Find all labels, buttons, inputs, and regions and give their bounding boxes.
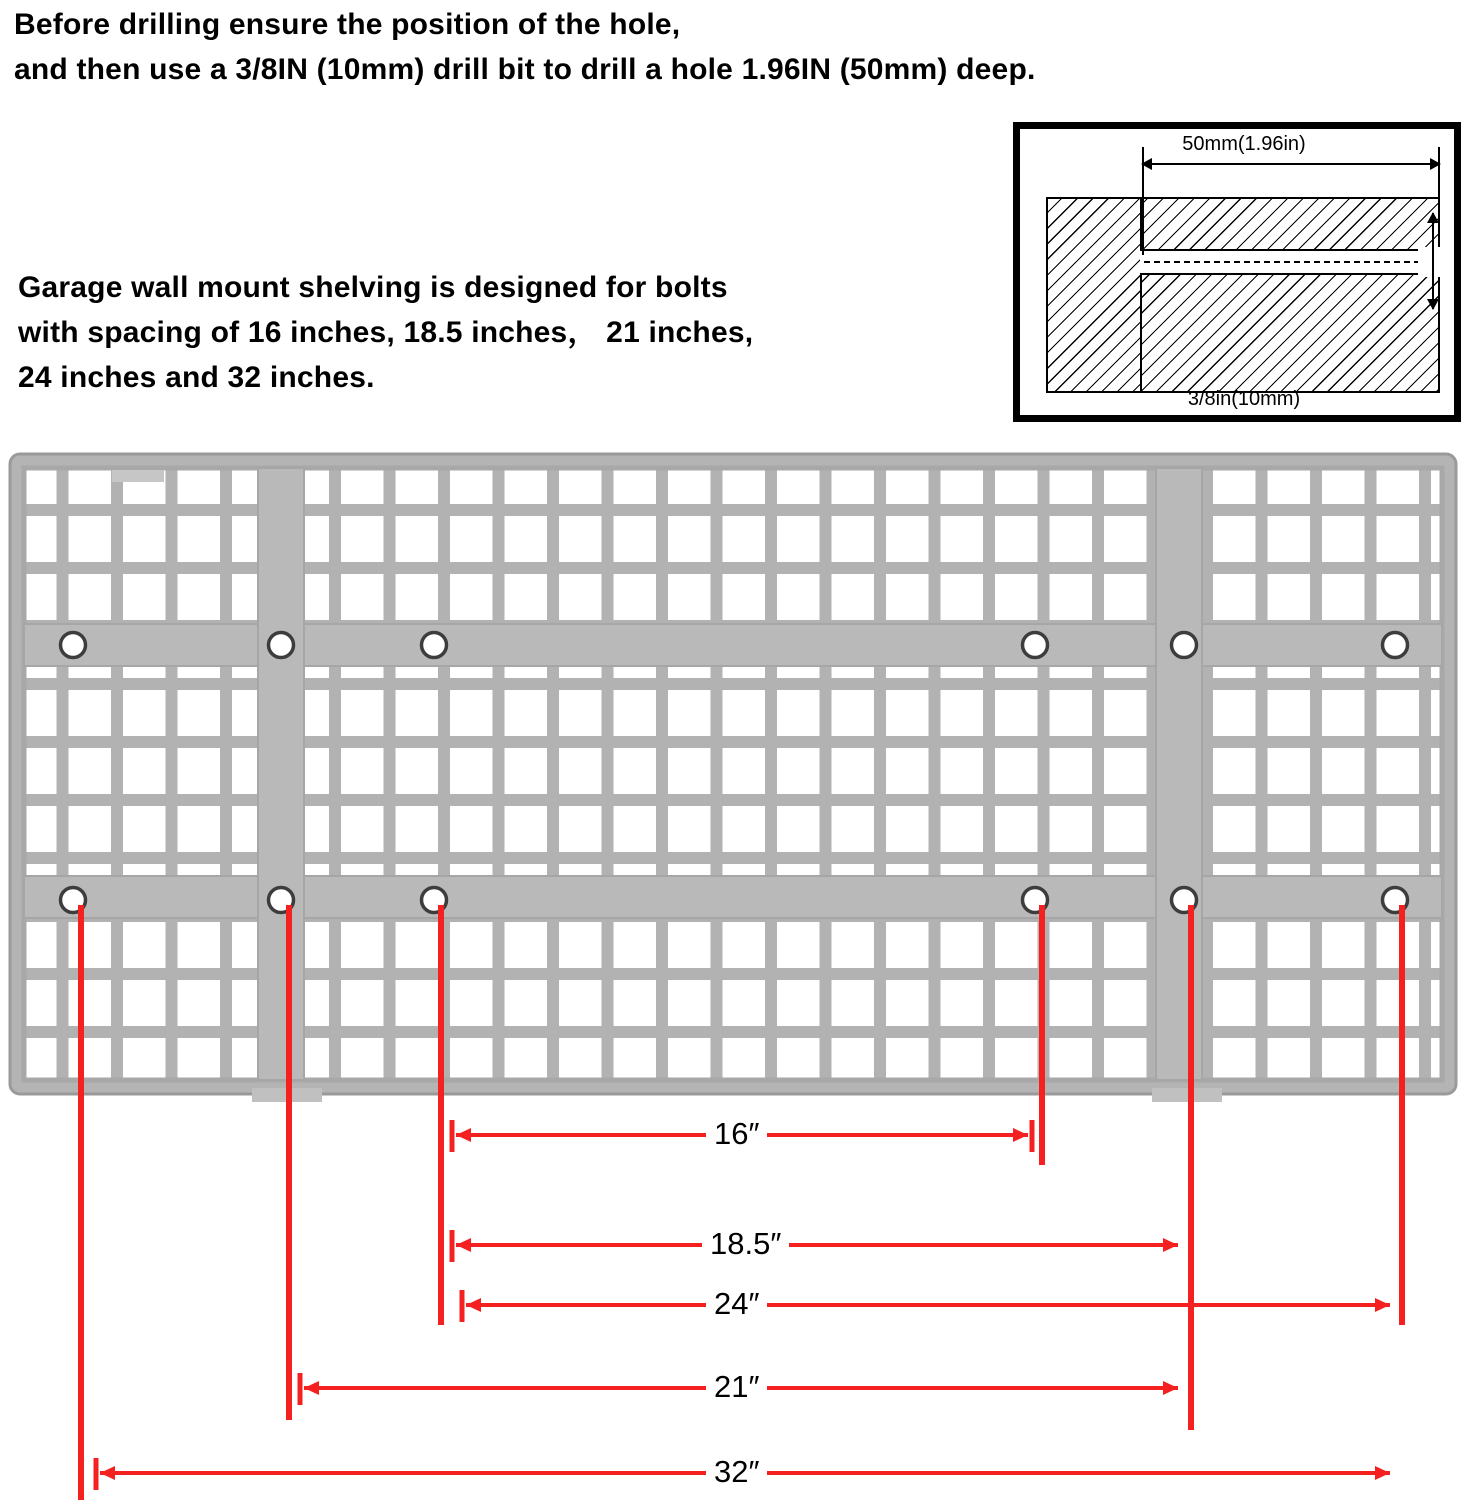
dimension-label-24: 24″	[706, 1286, 767, 1322]
diameter-dimension-arrow	[1432, 213, 1434, 309]
instruction-drilling	[14, 2, 1036, 92]
diameter-dimension-label: 3/8in(10mm)	[1187, 388, 1301, 410]
dimension-label-21: 21″	[706, 1369, 767, 1405]
shelf-panel-illustration	[8, 452, 1458, 1102]
dimension-label-32: 32″	[706, 1454, 767, 1490]
instruction-spacing-line-1: Garage wall mount shelving is designed for bolts	[18, 271, 728, 304]
wall-section-hatch-left	[1046, 197, 1152, 393]
instruction-spacing-line-2: with spacing of 16 inches, 18.5 inches， 21 inches,	[18, 316, 754, 349]
depth-dimension-label: 50mm(1.96in)	[1182, 133, 1306, 155]
instruction-drilling-line-1: Before drilling ensure the position of the hole,	[14, 8, 681, 41]
instruction-spacing	[18, 265, 998, 400]
drill-detail-diagram	[1013, 122, 1461, 422]
dimension-label-18-5: 18.5″	[702, 1226, 789, 1262]
dimension-label-16: 16″	[706, 1116, 767, 1152]
drill-detail-inner	[1020, 129, 1454, 415]
depth-dimension-arrow	[1142, 163, 1440, 165]
instruction-drilling-line-2: and then use a 3/8IN (10mm) drill bit to drill a hole 1.96IN (50mm) deep.	[14, 53, 1036, 86]
wall-section-hatch-right	[1140, 197, 1440, 393]
instruction-spacing-line-3: 24 inches and 32 inches.	[18, 361, 375, 394]
bore-centerline	[1144, 261, 1440, 263]
